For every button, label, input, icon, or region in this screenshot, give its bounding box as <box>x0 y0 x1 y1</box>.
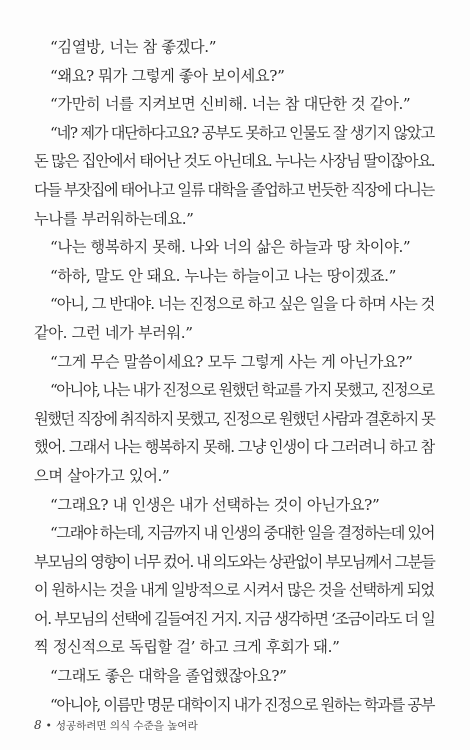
page-number: 8 <box>34 718 42 732</box>
dialogue-paragraph <box>34 62 434 91</box>
text-line: 찍 정신적으로 독립할 걸’ 하고 크게 후회가 돼.” <box>34 638 340 657</box>
text-line: “그래요? 내 인생은 내가 선택하는 것이 아닌가요?” <box>50 495 380 514</box>
dialogue-paragraph <box>34 691 434 720</box>
dialogue-paragraph <box>34 348 434 377</box>
dialogue-paragraph <box>34 119 434 233</box>
dialogue-paragraph <box>34 662 434 691</box>
dialogue-paragraph <box>34 233 434 262</box>
dialogue-paragraph <box>34 519 434 662</box>
text-line: “나는 행복하지 못해. 나와 너의 삶은 하늘과 땅 차이야.” <box>50 238 411 257</box>
text-line: 누나를 부러워하는데요.” <box>34 209 194 228</box>
text-line: 원했던 직장에 취직하지 못했고, 진정으로 원했던 사람과 결혼하지 못 <box>34 409 435 428</box>
text-line: “김열방, 너는 참 좋겠다.” <box>50 38 217 56</box>
text-line: 같아. 그런 네가 부러워.” <box>34 323 193 342</box>
text-line: 부모님의 영향이 너무 컸어. 내 의도와는 상관없이 부모님께서 그분들 <box>34 552 435 571</box>
page-text-body <box>34 33 434 719</box>
text-line: “하하, 말도 안 돼요. 누나는 하늘이고 나는 땅이겠죠.” <box>50 266 397 285</box>
text-line: “왜요? 뭐가 그렇게 좋아 보이세요?” <box>50 66 285 85</box>
dialogue-paragraph <box>34 290 434 347</box>
text-line: “그게 무슨 말씀이세요? 모두 그렇게 사는 게 아닌가요?” <box>50 352 413 371</box>
text-line: 어. 부모님의 선택에 길들여진 거지. 지금 생각하면 ‘조금이라도 더 일 <box>34 609 435 628</box>
text-line: 돈 많은 집안에서 태어난 것도 아닌데요. 누나는 사장님 딸이잖아요. <box>34 152 435 171</box>
text-line: “가만히 너를 지켜보면 신비해. 너는 참 대단한 것 같아.” <box>50 95 411 114</box>
text-line: 으며 살아가고 있어.” <box>34 466 170 485</box>
text-line: “그래야 하는데, 지금까지 내 인생의 중대한 일을 결정하는데 있어 <box>50 524 435 543</box>
text-line: “아니야, 나는 내가 진정으로 원했던 학교를 가지 못했고, 진정으로 <box>50 381 434 400</box>
page-footer <box>34 716 198 734</box>
text-line: “아니야, 이름만 명문 대학이지 내가 진정으로 원하는 학과를 공부 <box>50 695 435 714</box>
dialogue-paragraph <box>34 491 434 520</box>
text-line: “네? 제가 대단하다고요? 공부도 못하고 인물도 잘 생기지 않았고 <box>50 123 434 142</box>
text-line: 이 원하시는 것을 내게 일방적으로 시켜서 많은 것을 선택하게 되었 <box>34 581 434 600</box>
running-book-title: 성공하려면 의식 수준을 높여라 <box>55 720 198 732</box>
dialogue-paragraph <box>34 262 434 291</box>
text-line: “아니, 그 반대야. 너는 진정으로 하고 싶은 일을 다 하며 사는 것 <box>50 295 435 314</box>
dialogue-paragraph <box>34 33 434 62</box>
text-line: 다들 부잣집에 태어나고 일류 대학을 졸업하고 번듯한 직장에 다니는 <box>34 180 434 199</box>
text-line: 했어. 그래서 나는 행복하지 못해. 그냥 인생이 다 그러려니 하고 참 <box>34 438 435 457</box>
footer-separator: • <box>45 720 52 732</box>
text-line: “그래도 좋은 대학을 졸업했잖아요?” <box>50 667 287 686</box>
dialogue-paragraph <box>34 90 434 119</box>
dialogue-paragraph <box>34 376 434 490</box>
